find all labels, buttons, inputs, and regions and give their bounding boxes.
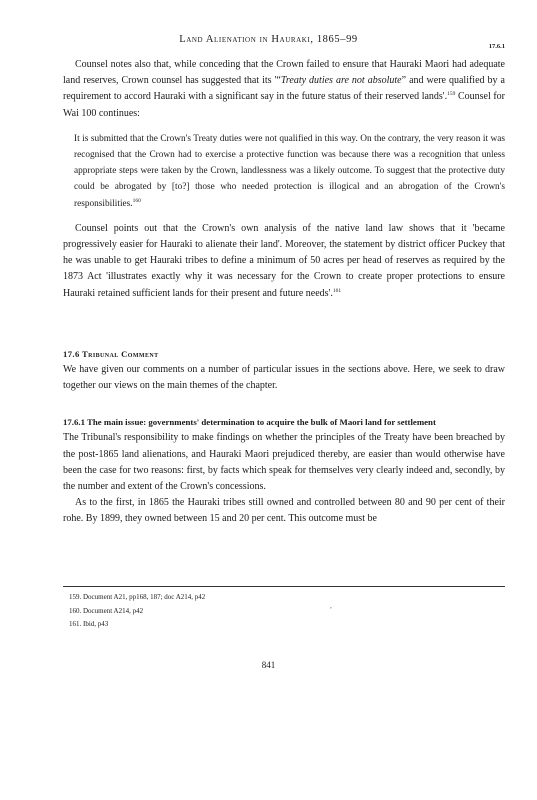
footnote-item: 161. Ibid, p43	[69, 620, 109, 629]
body-text	[63, 57, 505, 528]
subsection-heading: 17.6.1 The main issue: governments' determination to acquire the bulk of Maori land for settlement	[63, 417, 436, 428]
paragraph-5: As to the first, in 1865 the Hauraki tribes still owned and controlled between 80 and 90 per cent of their rohe. By 1899, they owned between 15 and 20 per cent. This outcome must be	[63, 497, 505, 525]
footnote-item: 160. Document A214, p42	[69, 606, 144, 615]
section-heading: 17.6 Tribunal Comment	[63, 348, 159, 359]
footnote-ref: 161	[332, 287, 342, 294]
footnotes	[63, 586, 505, 632]
footnote-ref: 159	[447, 91, 456, 98]
paragraph-4: The Tribunal's responsibility to make findings on whether the principles of the Treaty have been breached by the post-1865 land alienations, and Hauraki Maori prejudiced thereby, are easier than would otherwise have been the case for two reasons: first, by facts which speak for themselves very clearly indeed and, secondly, by the number and extent of the Crown's concessions.	[63, 432, 505, 493]
running-head: Land Alienation in Hauraki, 1865–99	[179, 34, 358, 45]
paragraph-2: Counsel points out that the Crown's own analysis of the native land law shows that it 'became progressively easier for Hauraki to alienate their land'. Moreover, the statement by district officer Puckey that he was unable to get Hauraki tribes to define a minimum of 50 acres per head of reserves as required by the 1873 Act 'illustrates exactly why it was necessary for the Crown to create proper protections to ensure Hauraki retained sufficient lands for their present and future needs'.$^{161}$	[63, 222, 505, 299]
paragraph-1: Counsel notes also that, while conceding that the Crown failed to ensure that Hauraki Maori had adequate land reserves, Crown counsel has suggested that its '“Treaty duties are not absolute” and were qualified by a requirement to accord Hauraki with a significant say in the future status of their reserved lands'.$^{159}$ Counsel for Wai 100 continues:	[63, 59, 505, 119]
quoted-phrase: Treaty duties are not absolute	[280, 75, 402, 87]
paragraph-3: We have given our comments on a number of particular issues in the sections above. Here, we seek to draw together our views on the main themes of the chapter.	[63, 364, 505, 392]
block-quote: It is submitted that the Crown's Treaty duties were not qualified in this way. On the contrary, the very reason it was recognised that the Crown had to exercise a protective function was because there was a recognition that unless appropriate steps were taken by the Crown, landlessness was a likely outcome. To suggest that the protective duty could be abrogated by [to?] those who needed protection is illogical and an abrogation of the Crown's responsibilities.$^{160}$	[74, 133, 505, 209]
page-number: 841	[261, 660, 276, 670]
stray-mark: ,	[330, 602, 332, 610]
section-reference: 17.6.1	[488, 43, 505, 50]
footnote-item: 159. Document A21, pp168, 187; doc A214, p42	[69, 593, 206, 601]
footnote-ref: 160	[132, 197, 141, 204]
